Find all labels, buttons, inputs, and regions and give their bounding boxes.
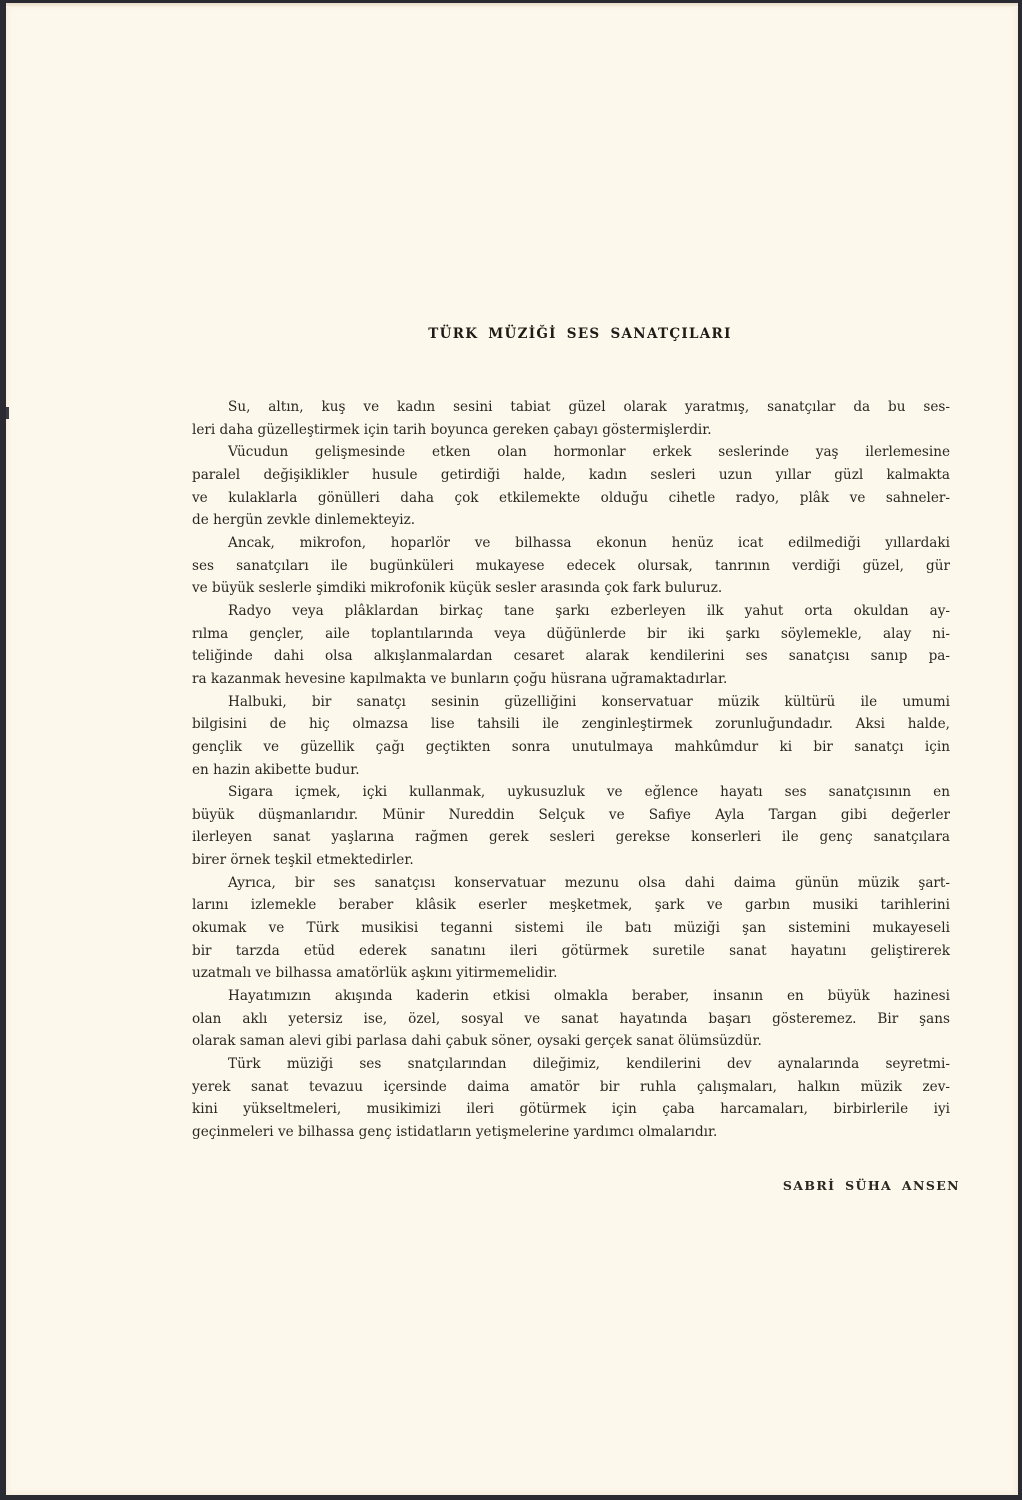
paragraph-line: Türk müziği ses snatçılarından dileğimiz, kendilerini dev aynalarında seyretmi- (228, 1056, 950, 1073)
paragraph (192, 691, 950, 782)
paragraph-line: Su, altın, kuş ve kadın sesini tabiat güzel olarak yaratmış, sanatçılar da bu ses- (228, 399, 950, 415)
paragraph-line: Halbuki, bir sanatçı sesinin güzelliğini konservatuar müzik kültürü ile umumi (228, 693, 950, 710)
paragraph-line: ilerleyen sanat yaşlarına rağmen gerek sesleri gerekse konserleri ile genç sanatçılara (192, 829, 950, 846)
paragraph (192, 532, 950, 600)
page-top-edge (6, 3, 1018, 8)
paragraph-line: uzatmalı ve bilhassa amatörlük aşkını yitirmemelidir. (192, 965, 558, 982)
paragraph-line: rılma gençler, aile toplantılarında veya düğünlerde bir iki şarkı söylemekle, alay ni- (192, 625, 950, 642)
paragraph-line: ve büyük seslerle şimdiki mikrofonik küçük sesler arasında çok fark buluruz. (192, 580, 723, 597)
paragraph (192, 396, 950, 441)
paragraph-line: olan aklı yetersiz ise, özel, sosyal ve sanat hayatında başarı gösteremez. Bir şans (192, 1010, 950, 1027)
paragraph (192, 1053, 950, 1144)
paragraph-line: ra kazanmak hevesine kapılmakta ve bunların çoğu hüsrana uğramaktadırlar. (192, 670, 728, 687)
paragraph (192, 781, 950, 872)
paragraph (192, 600, 950, 691)
paragraph (192, 872, 950, 985)
paragraph-line: Ayrıca, bir ses sanatçısı konservatuar mezunu olsa dahi daima günün müzik şart- (228, 874, 950, 891)
paragraph-line: ve kulaklarla gönülleri daha çok etkilemekte olduğu cihetle radyo, plâk ve sahneler- (192, 489, 950, 506)
paragraph-line: leri daha güzelleştirmek için tarih boyunca gereken çabayı göstermişlerdir. (192, 421, 712, 438)
paragraph-line: Vücudun gelişmesinde etken olan hormonlar erkek seslerinde yaş ilerlemesine (228, 444, 950, 461)
paragraph-line: büyük düşmanlarıdır. Münir Nureddin Selçuk ve Safiye Ayla Targan gibi değerler (192, 806, 950, 823)
paragraph-line: geçinmeleri ve bilhassa genç istidatların yetişmelerine yardımcı olmalarıdır. (192, 1124, 718, 1140)
paragraph-line: teliğinde dahi olsa alkışlanmalardan cesaret alarak kendilerini ses sanatçısı sanıp pa- (192, 648, 950, 665)
paragraph-line: bir tarzda etüd ederek sanatını ileri götürmek suretile sanat hayatını geliştirerek (192, 942, 950, 959)
document-body (192, 396, 950, 1144)
scan-edge-mark (6, 407, 9, 419)
paragraph-line: kini yükseltmeleri, musikimizi ileri götürmek için çaba harcamaları, birbirlerile iyi (192, 1101, 950, 1118)
paragraph-line: bilgisini de hiç olmazsa lise tahsili ile zenginleştirmek zorunluğundadır. Aksi halde, (192, 716, 950, 733)
paragraph-line: Hayatımızın akışında kaderin etkisi olmakla beraber, insanın en büyük hazinesi (228, 988, 950, 1005)
paragraph-line: paralel değişiklikler husule getirdiği halde, kadın sesleri uzun yıllar güzl kalmakta (192, 466, 950, 483)
paragraph-line: olarak saman alevi gibi parlasa dahi çabuk söner, oysaki gerçek sanat ölümsüzdür. (192, 1033, 762, 1050)
paragraph-line: Radyo veya plâklardan birkaç tane şarkı ezberleyen ilk yahut orta okuldan ay- (228, 602, 950, 619)
paragraph-line: Sigara içmek, içki kullanmak, uykusuzluk ve eğlence hayatı ses sanatçısının en (228, 784, 950, 801)
paragraph (192, 441, 950, 532)
paragraph-line: birer örnek teşkil etmektedirler. (192, 852, 414, 869)
paragraph-line: ses sanatçıları ile bugünküleri mukayese edecek olursak, tanrının verdiği güzel, gür (192, 557, 950, 574)
paragraph (192, 985, 950, 1053)
paragraph-line: gençlik ve güzellik çağı geçtikten sonra unutulmaya mahkûmdur ki bir sanatçı için (192, 738, 950, 755)
paragraph-line: yerek sanat tevazuu içersinde daima amatör bir ruhla çalışmaları, halkın müzik zev- (192, 1078, 950, 1095)
paragraph-line: larını izlemekle beraber klâsik eserler meşketmek, şark ve garbın musiki tarihlerini (192, 897, 950, 914)
paragraph-line: Ancak, mikrofon, hoparlör ve bilhassa ekonun henüz icat edilmediği yıllardaki (228, 534, 950, 551)
paragraph-line: de hergün zevkle dinlemekteyiz. (192, 512, 416, 529)
paragraph-line: en hazin akibette budur. (192, 761, 360, 778)
document-title: TÜRK MÜZİĞİ SES SANATÇILARI (428, 326, 732, 342)
paragraph-line: okumak ve Türk musikisi teganni sistemi ile batı müziği şan sistemini mukayeseli (192, 920, 950, 937)
author-signature: SABRİ SÜHA ANSEN (782, 1178, 960, 1193)
